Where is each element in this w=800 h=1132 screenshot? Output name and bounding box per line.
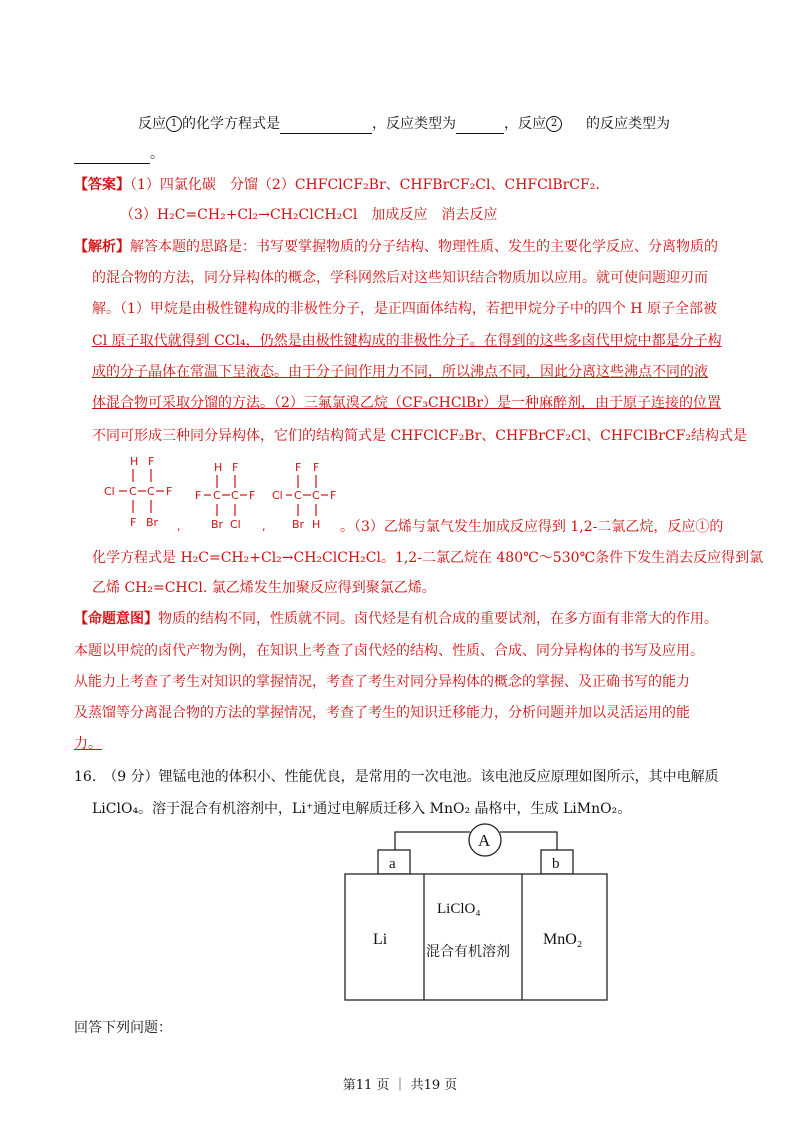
svg-text:C: C	[231, 489, 239, 502]
analysis-line-1: 【解析】解答本题的思路是：书写要掌握物质的分子结构、物理性质、发生的主要化学反应、分离物质的	[74, 239, 718, 255]
intent-line-5: 力。	[74, 736, 102, 752]
q16-line-2: LiClO₄。溶于混合有机溶剂中，Li⁺通过电解质迁移入 MnO₂ 晶格中，生成 LiMnO₂。	[92, 801, 632, 817]
svg-text:C: C	[312, 489, 320, 502]
page-footer: 第11 页 ｜ 共19 页	[342, 1078, 458, 1093]
analysis-line-3: 解。（1）甲烷是由极性键构成的非极性分子，是正四面体结构，若把甲烷分子中的四个 H 原子全部被	[92, 301, 718, 317]
mol1-left: Cl	[104, 485, 115, 498]
svg-text:C: C	[294, 489, 302, 502]
analysis-line-2: 的混合物的方法，同分异构体的概念，学科网然后对这些知识结合物质加以应用。就可使问题迎刃而	[92, 270, 708, 286]
intent-label: 【命题意图】	[74, 611, 158, 627]
answer-blank-3[interactable]	[74, 147, 150, 164]
answer-blank-2[interactable]	[456, 117, 504, 134]
mid-cell-label-1: LiClO₄	[437, 901, 481, 917]
intent-line-1: 【命题意图】物质的结构不同，性质就不同。卤代烃是有机合成的重要试剂，在多方面有非常大的作用。	[74, 611, 718, 627]
q15-question-line: 反应 1 的化学方程式是 ，反应类型为 ，反应 2 的反应类型为	[138, 116, 670, 132]
electrode-a-label: a	[389, 856, 396, 872]
right-cell-label: MnO₂	[543, 931, 583, 948]
svg-text:C: C	[213, 489, 221, 502]
analysis-line-8: 。（3）乙烯与氯气发生加成反应得到 1,2-二氯乙烷，反应①的	[340, 519, 724, 535]
mol1-bottom-right: Br	[146, 516, 159, 529]
answer-blank-1[interactable]	[280, 117, 372, 134]
ammeter-label: A	[478, 831, 491, 850]
mol3-right: F	[330, 489, 337, 502]
circle-number-2: 2	[546, 116, 562, 132]
mol2-left: F	[195, 489, 202, 502]
structure-formula-3	[272, 461, 336, 531]
analysis-line-6: 体混合物可采取分馏的方法。（2）三氟氯溴乙烷（CF₃CHClBr）是一种麻醉剂，由于原子连接的位置	[92, 395, 722, 411]
mid-cell-label-2: 混合有机溶剂	[426, 945, 510, 960]
svg-text:,: ,	[262, 520, 266, 533]
analysis-line-9: 化学方程式是 H₂C=CH₂+Cl₂→CH₂ClCH₂Cl。1,2-二氯乙烷在 480℃～530℃条件下发生消去反应得到氯	[92, 550, 764, 566]
analysis-line-10: 乙烯 CH₂=CHCl. 氯乙烯发生加聚反应得到聚氯乙烯。	[92, 580, 436, 596]
intent-line-2: 本题以甲烷的卤代产物为例，在知识上考查了卤代烃的结构、性质、合成、同分异构体的书写及应用。	[74, 643, 704, 659]
svg-text:,: ,	[177, 520, 181, 533]
intent-line-3: 从能力上考查了考生对知识的掌握情况，考查了考生对同分异构体的概念的掌握、及正确书写的能力	[74, 674, 690, 690]
answer-label: 【答案】	[74, 177, 130, 193]
mol2-bottom-left: Br	[211, 518, 224, 531]
mol3-bottom-left: Br	[292, 518, 305, 531]
svg-text:C: C	[129, 485, 137, 498]
mol1-top-left: H	[130, 455, 139, 468]
electrode-b-label: b	[552, 856, 560, 872]
analysis-line-7: 不同可形成三种同分异构体，它们的结构简式是 CHFClCF₂Br、CHFBrCF₂Cl、CHFClBrCF₂结构式是	[92, 428, 747, 444]
analysis-line-4: Cl 原子取代就得到 CCl₄，仍然是由极性键构成的非极性分子。在得到的这些多卤代甲烷中都是分子构	[92, 333, 722, 349]
structure-formula-2	[195, 461, 266, 533]
mol3-top-left: F	[295, 461, 302, 474]
analysis-line-5: 成的分子晶体在常温下呈液态。由于分子间作用力不同，所以沸点不同，因此分离这些沸点不同的液	[92, 364, 708, 380]
q16-line-1: 16. （9 分）锂锰电池的体积小、性能优良，是常用的一次电池。该电池反应原理如图所示，其中电解质	[74, 769, 719, 785]
mol1-top-right: F	[148, 455, 155, 468]
mol2-top-right: F	[232, 461, 239, 474]
q15-question-line-2: 。	[74, 144, 164, 164]
mol2-right: F	[249, 489, 256, 502]
structure-formula-1	[104, 455, 181, 533]
mol2-top-left: H	[214, 461, 223, 474]
mol2-bottom-right: Cl	[230, 518, 241, 531]
analysis-label: 【解析】	[74, 239, 130, 255]
mol3-left: Cl	[272, 489, 283, 502]
answer-prompt: 回答下列问题：	[74, 1020, 172, 1036]
left-cell-label: Li	[373, 931, 388, 948]
mol1-bottom-left: F	[130, 516, 137, 529]
circle-number-1: 1	[166, 116, 182, 132]
battery-diagram	[340, 822, 620, 1004]
mol3-bottom-right: H	[312, 518, 321, 531]
intent-line-4: 及蒸馏等分离混合物的方法的掌握情况，考查了考生的知识迁移能力，分析问题并加以灵活运用的能	[74, 705, 690, 721]
svg-text:C: C	[147, 485, 155, 498]
mol3-top-right: F	[313, 461, 320, 474]
answer-line-2: （3）H₂C=CH₂+Cl₂→CH₂ClCH₂Cl 加成反应 消去反应	[120, 207, 498, 223]
structural-formulas	[100, 452, 350, 534]
mol1-right: F	[166, 485, 173, 498]
answer-line-1: 【答案】（1）四氯化碳 分馏（2）CHFClCF₂Br、CHFBrCF₂Cl、CHFClBrCF₂.	[74, 177, 600, 193]
